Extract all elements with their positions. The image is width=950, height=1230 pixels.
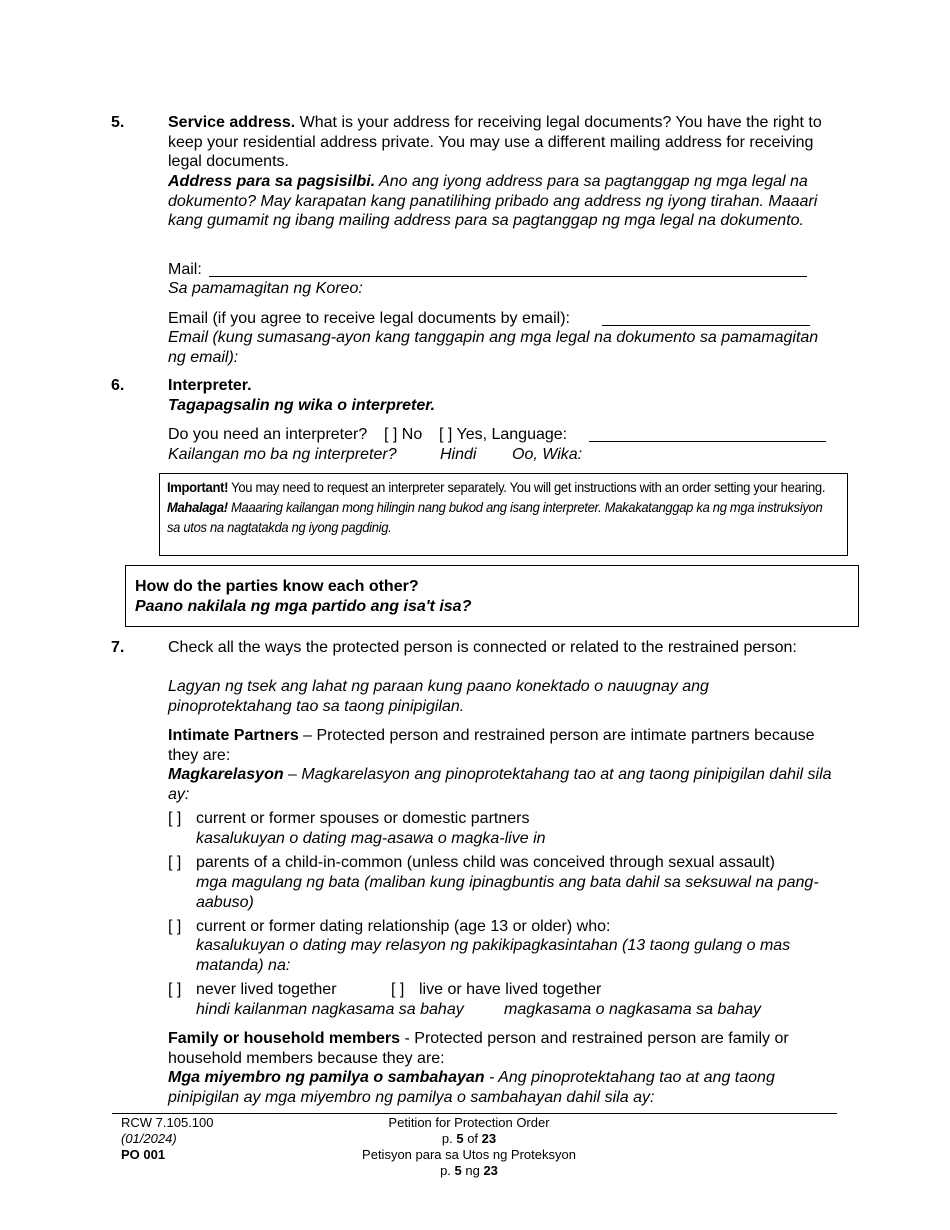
footer-page-number-tl: 5 bbox=[454, 1163, 462, 1178]
section-heading-tl: Paano nakilala ng mga partido ang isa't isa? bbox=[135, 597, 472, 615]
item-5-title: Service address. bbox=[168, 114, 296, 131]
footer-page-tl bbox=[320, 1163, 618, 1179]
option-lived-label: live or have lived together bbox=[419, 981, 602, 998]
intimate-partners-title: Intimate Partners bbox=[168, 727, 299, 744]
important-text-tl: Maaaring kailangan mong hilingin nang bukod ang isang interpreter. Makakatanggap ka ng mga instruksiyon sa utos na nagtatakda ng iyong pagdinig. bbox=[167, 499, 823, 535]
item-5-text-tl bbox=[168, 172, 836, 231]
item-5-body: What is your address for receiving legal documents? You have the right to keep your residential address private. You may use a different mailing address for receiving legal documents. bbox=[168, 114, 822, 170]
mail-label: Mail: bbox=[168, 261, 202, 278]
footer-rcw: RCW 7.105.100 bbox=[121, 1115, 214, 1130]
option-never-lived-checkbox[interactable]: [ ] bbox=[168, 981, 182, 998]
interpreter-question: Do you need an interpreter? bbox=[168, 426, 368, 443]
option-dating-checkbox[interactable]: [ ] bbox=[168, 918, 182, 935]
important-text: You may need to request an interpreter separately. You will get instructions with an order setting your hearing. bbox=[228, 479, 826, 495]
item-7-number: 7. bbox=[111, 639, 125, 656]
item-5-title-tl: Address para sa pagsisilbi. bbox=[168, 173, 376, 190]
option-never-lived-label-tl: hindi kailanman nagkasama sa bahay bbox=[196, 1001, 464, 1018]
important-notice-tl bbox=[167, 497, 837, 537]
footer-page-of: of bbox=[463, 1131, 482, 1146]
option-spouses-label-tl: kasalukuyan o dating mag-asawa o magka-live in bbox=[196, 830, 546, 847]
option-never-lived-label: never lived together bbox=[196, 981, 337, 998]
email-field[interactable] bbox=[602, 308, 810, 326]
intimate-partners-text-tl bbox=[168, 765, 836, 804]
option-parents-label: parents of a child-in-common (unless child was conceived through sexual assault) bbox=[196, 854, 775, 871]
family-members-body: - Protected person and restrained person are family or household members because they are: bbox=[168, 1030, 789, 1067]
item-5-body-tl: Ano ang iyong address para sa pagtanggap ng mga legal na dokumento? May karapatan kang panatilihing pribado ang address ng iyong tirahan. Maaari kang gumamit ng ibang mailing address para sa pagtanggap ng mga legal na dokumento. bbox=[168, 173, 818, 229]
footer-page-total: 23 bbox=[481, 1131, 497, 1146]
option-lived-checkbox[interactable]: [ ] bbox=[391, 981, 405, 998]
mail-label-tl: Sa pamamagitan ng Koreo: bbox=[168, 280, 363, 297]
language-field[interactable] bbox=[589, 424, 826, 442]
intimate-partners-body: – Protected person and restrained person are intimate partners because they are: bbox=[168, 727, 815, 764]
footer-date: (01/2024) bbox=[121, 1131, 177, 1146]
option-dating-label: current or former dating relationship (age 13 or older) who: bbox=[196, 918, 611, 935]
option-spouses-label: current or former spouses or domestic partners bbox=[196, 810, 530, 827]
item-5-text bbox=[168, 113, 836, 172]
option-parents-checkbox[interactable]: [ ] bbox=[168, 854, 182, 871]
family-members-title-tl: Mga miyembro ng pamilya o sambahayan bbox=[168, 1069, 485, 1086]
family-members-text bbox=[168, 1029, 836, 1068]
footer-title: Petition for Protection Order bbox=[388, 1115, 550, 1130]
intimate-partners-title-tl: Magkarelasyon bbox=[168, 766, 284, 783]
important-label-tl: Mahalaga! bbox=[167, 499, 228, 515]
option-parents-label-tl: mga magulang ng bata (maliban kung ipinagbuntis ang bata dahil sa seksuwal na pang-aabuso) bbox=[196, 874, 819, 911]
option-spouses-checkbox[interactable]: [ ] bbox=[168, 810, 182, 827]
footer-form-number: PO 001 bbox=[121, 1147, 166, 1162]
footer-page-prefix: p. bbox=[441, 1131, 457, 1146]
interpreter-question-tl: Kailangan mo ba ng interpreter? bbox=[168, 446, 397, 463]
interpreter-yes-checkbox[interactable]: [ ] Yes, Language: bbox=[439, 426, 568, 443]
item-6-title-tl: Tagapagsalin ng wika o interpreter. bbox=[168, 397, 436, 414]
option-dating-label-tl: kasalukuyan o dating may relasyon ng pakikipagkasintahan (13 taong gulang o mas matanda) na: bbox=[196, 937, 791, 974]
section-heading-box bbox=[125, 565, 859, 627]
item-6-number: 6. bbox=[111, 377, 125, 394]
footer-page-ng: ng bbox=[461, 1163, 484, 1178]
footer-page-number: 5 bbox=[456, 1131, 464, 1146]
item-6-title: Interpreter. bbox=[168, 377, 252, 394]
section-heading: How do the parties know each other? bbox=[135, 578, 419, 595]
family-members-text-tl bbox=[168, 1068, 836, 1107]
intimate-partners-text bbox=[168, 726, 836, 765]
footer-page-total-tl: 23 bbox=[483, 1163, 498, 1178]
option-lived-label-tl: magkasama o nagkasama sa bahay bbox=[504, 1001, 762, 1018]
interpreter-no-checkbox[interactable]: [ ] No bbox=[384, 426, 423, 443]
important-notice bbox=[167, 477, 837, 497]
footer-divider bbox=[112, 1113, 837, 1114]
email-label: Email (if you agree to receive legal documents by email): bbox=[168, 310, 570, 327]
footer-page bbox=[320, 1131, 618, 1147]
item-7-text: Check all the ways the protected person is connected or related to the restrained person: bbox=[168, 639, 797, 656]
important-notice-box bbox=[159, 473, 848, 556]
family-members-body-tl: - Ang pinoprotektahang tao at ang taong pinipigilan ay mga miyembro ng pamilya o sambahayan dahil sila ay: bbox=[168, 1069, 775, 1106]
footer-page-prefix-tl: p. bbox=[440, 1163, 455, 1178]
item-5-number: 5. bbox=[111, 114, 125, 131]
interpreter-yes-tl: Oo, Wika: bbox=[512, 446, 583, 463]
email-label-tl: Email (kung sumasang-ayon kang tanggapin ang mga legal na dokumento sa pamamagitan ng email): bbox=[168, 329, 819, 366]
important-label: Important! bbox=[167, 479, 229, 495]
footer-title-tl: Petisyon para sa Utos ng Proteksyon bbox=[362, 1147, 576, 1162]
interpreter-no-tl: Hindi bbox=[440, 446, 477, 463]
mail-field[interactable] bbox=[209, 259, 807, 277]
family-members-title: Family or household members bbox=[168, 1030, 401, 1047]
item-7-text-tl: Lagyan ng tsek ang lahat ng paraan kung paano konektado o nauugnay ang pinoprotektahang tao sa taong pinipigilan. bbox=[168, 678, 709, 715]
intimate-partners-body-tl: – Magkarelasyon ang pinoprotektahang tao at ang taong pinipigilan dahil sila ay: bbox=[168, 766, 832, 803]
